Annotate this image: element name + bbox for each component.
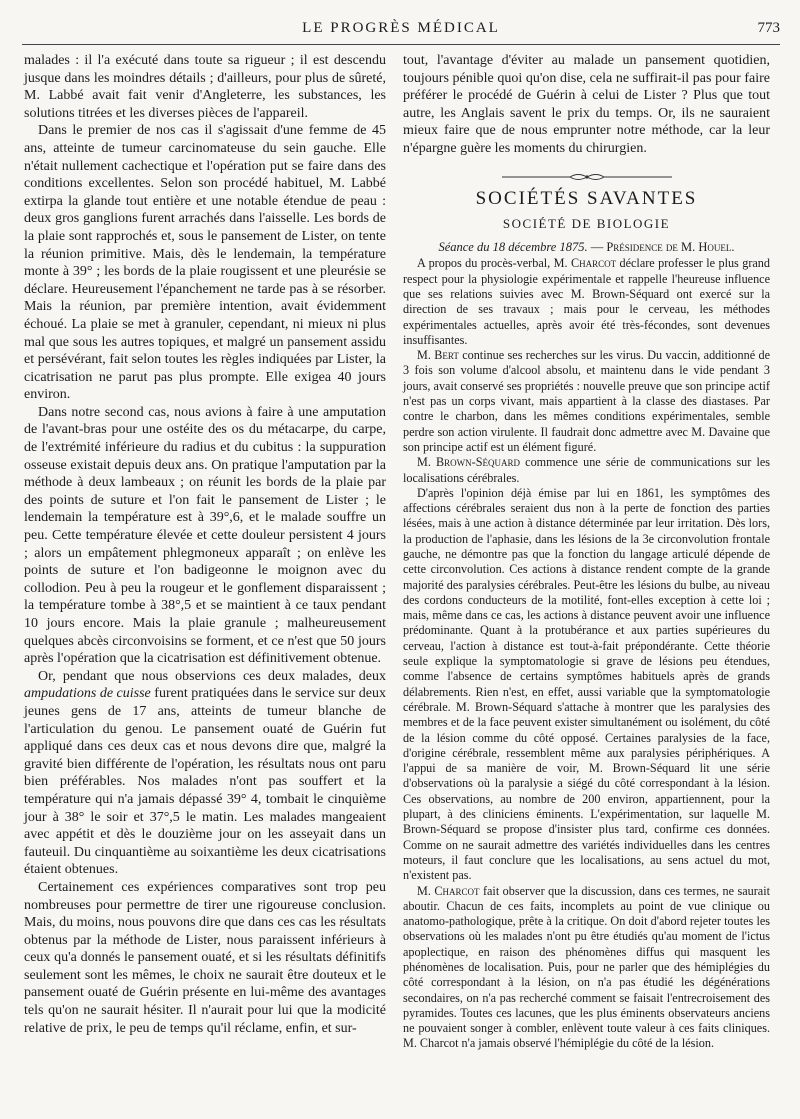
- speaker-name: Charcot: [434, 883, 480, 898]
- page-header: [22, 18, 780, 44]
- left-paragraph-5: Certainement ces expériences comparatives sont trop peu nombreuses pour permettre de tirer une rigoureuse conclusion. Mais, du moins, nous pouvons dire que dans ces cas les résultats obtenus par la méthode de Lister, nous paraissent inférieurs à ceux qu'a donnés le pansement ouaté, et si les résultats définitifs seulement sont les mêmes, le choix ne saurait être douteux et le pansement ouaté de Guérin présente en lui-même des avantages tels qu'on ne saurait hésiter. Il n'aurait pour lui que la modicité relative de prix, le peu de temps qu'il réclame, enfin, et sur-: [24, 879, 386, 1036]
- session-line: [403, 239, 770, 257]
- text-run: M.: [417, 455, 437, 470]
- text-run: continue ses recherches sur les virus. Du vaccin, additionné de 3 fois son volume d'alcool absolu, et maintenu dans le vide pendant 3 jours, avait conservé ses propriétés : nouvelle preuve que son principe actif n'est pas un corps vivant, mais appartient à la classe des diastases. Par contre le charbon, dans les mêmes conditions expérimentales, semble perdre son action virulente. Il faudrait donc admettre avec M. Davaine que son principe actif est un élément figuré.: [403, 348, 770, 454]
- right-paragraph-bert: [403, 348, 770, 455]
- ornamental-divider: [403, 172, 770, 182]
- text-run: commence une série de communications sur les localisations cérébrales.: [403, 455, 770, 485]
- page-number: 773: [757, 20, 780, 36]
- left-paragraph-4: [24, 668, 386, 879]
- right-column: [403, 52, 770, 1052]
- speaker-name: Charcot: [570, 256, 617, 271]
- ornament-icon: [502, 172, 672, 182]
- section-title: SOCIÉTÉS SAVANTES: [475, 187, 698, 209]
- left-paragraph-4-start: Or, pendant que nous observions ces deux malades, deux: [38, 668, 386, 684]
- text-run: déclare professer le plus grand respect pour la physiologie expérimentale et rappelle l'heureuse influence que ses relations suivies avec M. Brown-Séquard ont exercé sur la direction de ses travaux ; mais pour le cerveau, les méthodes expérimentales actuelles, après avoir été très-fécondes, sont devenues insuffisantes.: [403, 256, 770, 347]
- session-separator: —: [587, 239, 607, 254]
- left-paragraph-4-end: furent pratiquées dans le service sur deux jeunes gens de 17 ans, atteints de tumeur blanche de l'articulation du genou. Le pansement ouaté de Guérin fut appliqué dans ces deux cas et nous devons dire que, malgré la gravité bien différente de l'opération, les résultats nous ont paru bien préférables. Nos malades n'ont pas souffert et la température qui n'a jamais dépassé 39° 4, tombait le cinquième jour à 38° le soir et 37°,5 le matin. Les malades mangeaient avec appétit et dès le douzième jour on les asseyait dans un fauteuil. Du cinquantième au soixantième les deux cicatrisations étaient obtenues.: [24, 686, 386, 878]
- header-rule: [22, 44, 780, 45]
- speaker-name: Brown-Séquard: [436, 455, 521, 470]
- right-paragraph-charcot-2: [403, 884, 770, 1052]
- left-paragraph-4-italic: ampudations de cuisse: [24, 686, 151, 702]
- left-paragraph-2: Dans le premier de nos cas il s'agissait d'une femme de 45 ans, atteinte de tumeur carcinomateuse du sein gauche. Elle n'était nullement cachectique et l'opération put se faire dans des conditions excellentes. Selon son procédé habituel, M. Labbé extirpa la glande tout entière et une notable étendue de peau : deux gros ganglions furent arrachés dans l'aisselle. Les bords de la plaie sont rapprochés et, sous le pansement de Lister, on tente la réunion primitive. Mais, dès le lendemain, la température monte à 39° ; les bords de la plaie rougissent et une pleurésie se déclare. Heureusement l'épanchement ne tarde pas à se résorber. Mais la réunion, par première intention, avait évidemment échoué. La plaie se met à granuler, cependant, ni mieux ni plus mal que sous les autres topiques, et malgré un pansement assidu et persévérant, fait selon toutes les règles indiquées par Lister, la cicatrisation ne parut pas plus prompte. Elle exigea 40 jours environ.: [24, 123, 386, 403]
- right-paragraph-1: tout, l'avantage d'éviter au malade un pansement quotidien, toujours pénible quoi qu'on dise, cela ne suffirait-il pas pour faire préférer le procédé de Guérin à celui de Lister ? Plus que tout autre, les Anglais savent le prix du temps. Or, ils ne sauraient mieux faire que de nous emprunter notre méthode, car la leur n'épargne guère les moments du chirurgien.: [403, 53, 770, 156]
- right-paragraph-brown-sequard: [403, 455, 770, 486]
- speaker-name: Bert: [434, 348, 459, 363]
- left-column: [24, 52, 386, 1037]
- right-paragraph-localisations: D'après l'opinion déjà émise par lui en 1861, les symptômes des affections cérébrales seraient dus non à la perte de fonction des parties lésées, mais à une action à distance déterminée par leur irritation. Dès lors, la production de l'aphasie, dans les lésions de la 3e circonvolution frontale gauche, ne démontre pas que la fonction du langage articulé dépende de cette circonvolution. Ces actions à distance rendent compte de la grande majorité des paralysies cérébrales. Peut-être les lésions du bulbe, au niveau des cordons conducteurs de la motilité, font-elles exception à cette loi ; mais, même dans ce cas, les actions à distance peuvent avoir une influence prédominante. Quant à la protubérance et aux parties supérieures du cerveau, l'action à distance est tout-à-fait prépondérante. Cette théorie seule explique la symptomatologie si grave de lésions peu étendues, comme l'absence de certains symptômes habituels après de grands délabrements. Rien n'est, en effet, aussi variable que la symptomatologie cérébrale. M. Brown-Séquard s'attache à montrer que les paralysies des membres et de la face peuvent exister simultanément ou isolément, du côté de la lésion comme du côté opposé. Certaines paralysies de la face, d'origine cérébrale, ressemblent même aux paralysies périphériques. A l'appui de sa manière de voir, M. Brown-Séquard lit une série d'observations où la paralysie a siégé du côté correspondant à la lésion. Ces observations, au nombre de 200 environ, appartiennent, pour la plupart, à des cliniciens éminents. L'expérimentation, sur laquelle M. Brown-Séquard se propose d'insister plus tard, confirme ces données. Comme on ne saurait admettre des variétés individuelles dans les centres moteurs, il faut conclure que les localisations, au sens actuel du mot, n'existent pas.: [403, 485, 770, 883]
- text-run: M.: [417, 348, 435, 363]
- running-head: LE PROGRÈS MÉDICAL: [302, 20, 500, 36]
- left-paragraph-3: Dans notre second cas, nous avions à faire à une amputation de l'avant-bras pour une ostéite des os du métacarpe, du carpe, de l'extrémité inférieure du radius et du cubitus : la suppuration osseuse existait depuis deux ans. On pratique l'amputation par la méthode à deux lambeaux ; on réunit les bords de la plaie par des points de suture et l'on fait le pansement de Lister ; le lendemain la température est à 39°,6, et le malade souffre un peu. Cette température élevée et cette douleur persistent 4 jours ; alors un empâtement phlegmoneux apparaît ; on enlève les points de suture et l'on badigeonne le moignon avec du collodion. Peu à peu la rougeur et le gonflement disparaissent ; la température tombe à 38°,5 et se maintient à ce taux pendant 10 jours encore. Mais la plaie granule ; malheureusement quelques abcès circonvoisins se forment, et ce n'est que 50 jours après l'opération que la cicatrisation est définitivement obtenue.: [24, 404, 386, 667]
- text-run: A propos du procès-verbal, M.: [417, 256, 571, 271]
- text-run: fait observer que la discussion, dans ces termes, ne saurait aboutir. Chacun de ces faits, incomplets au point de vue clinique ou anatomo-pathologique, prête à la critique. On doit d'abord rejeter toutes les observations où les malades n'ont pu être étudiés qu'au moment de l'ictus apoplectique, en raison des phénomènes diffus qui masquent les phénomènes de localisation. Puis, pour ne parler que des hémiplégies du côté correspondant à la lésion, on n'a pas étudié les dégénérations secondaires, on n'a pas recherché comment se faisait l'entrecroisement des pyramides. Toutes ces lacunes, que les plus éminents observateurs anciens ne pouvaient songer à combler, enlèvent toute valeur à ces faits cliniques. M. Charcot n'a jamais observé l'hémiplégie du côté de la lésion.: [403, 883, 770, 1051]
- left-paragraph-1: malades : il l'a exécuté dans toute sa rigueur ; il est descendu jusque dans les moindres détails ; d'ailleurs, pour plus de sûreté, M. Labbé avait fait venir d'Angleterre, les substances, les solutions titrées et les diverses pièces de l'appareil.: [24, 53, 386, 121]
- session-presidency: Présidence de M. Houel.: [606, 239, 735, 254]
- session-date: Séance du 18 décembre 1875.: [438, 239, 588, 254]
- text-run: M.: [417, 883, 435, 898]
- society-title: SOCIÉTÉ DE BIOLOGIE: [502, 216, 671, 232]
- right-paragraph-charcot-1: [403, 256, 770, 348]
